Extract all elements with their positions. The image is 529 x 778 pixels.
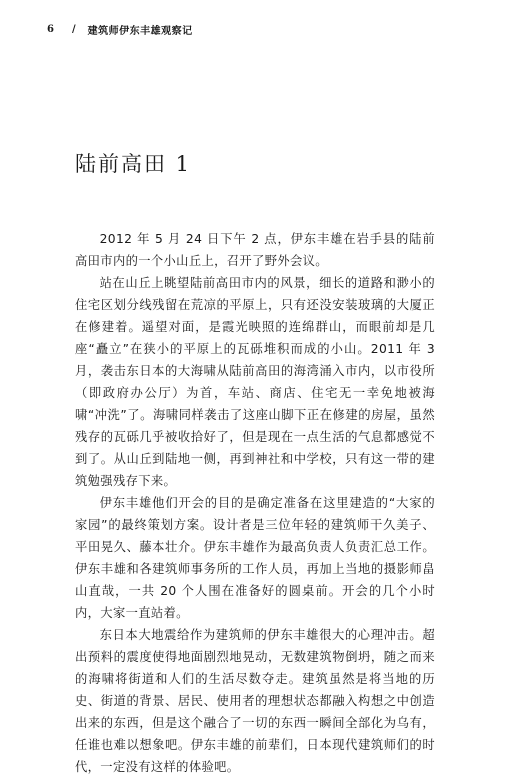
book-title: 建筑师伊东丰雄观察记: [87, 26, 193, 37]
paragraph: 2012 年 5 月 24 日下午 2 点，伊东丰雄在岩手县的陆前高田市内的一个小山丘上，召开了野外会议。: [75, 232, 435, 268]
paragraph: 站在山丘上眺望陆前高田市内的风景，细长的道路和渺小的住宅区划分线残留在荒凉的平原上，只有还没安装玻璃的大厦正在修建着。遥望对面，是霞光映照的连绵群山，而眼前却是几座“矗立”在狭小的平原上的瓦砾堆积而成的小山。2011 年 3 月，袭击东日本的大海啸从陆前高田的海湾涌入市内，以市役所（即政府办公厅）为首，车站、商店、住宅无一幸免地被海啸“冲洗”了。海啸同样袭击了这座山脚下正在修建的房屋，虽然残存的瓦砾几乎被收拾好了，但是现在一点生活的气息都感觉不到了。从山丘到陆地一侧，再到神社和中学校，只有这一带的建筑勉强残存下来。: [75, 276, 435, 488]
running-header: [47, 22, 193, 37]
header-separator: /: [71, 24, 76, 35]
paragraph: 伊东丰雄他们开会的目的是确定准备在这里建造的“大家的家园”的最终策划方案。设计者是三位年轻的建筑师干久美子、平田晃久、藤本壮介。伊东丰雄作为最高负责人负责汇总工作。伊东丰雄和各建筑师事务所的工作人员，再加上当地的摄影师畠山直哉，一共 20 个人围在准备好的圆桌前。开会的几个小时内，大家一直站着。: [75, 496, 435, 620]
paragraph: 东日本大地震给作为建筑师的伊东丰雄很大的心理冲击。超出预料的震度使得地面剧烈地晃动，无数建筑物倒坍，随之而来的海啸将街道和人们的生活尽数夺走。建筑虽然是将当地的历史、街道的背景、居民、使用者的理想状态都融入构想之中创造出来的东西，但是这个融合了一切的东西一瞬间全部化为乌有，任谁也难以想象吧。伊东丰雄的前辈们，日本现代建筑师们的时代，一定没有这样的体验吧。: [75, 628, 435, 774]
page-number: 6: [47, 24, 54, 35]
chapter-title: 陆前高田 1: [75, 152, 192, 176]
body-text: [75, 228, 435, 778]
